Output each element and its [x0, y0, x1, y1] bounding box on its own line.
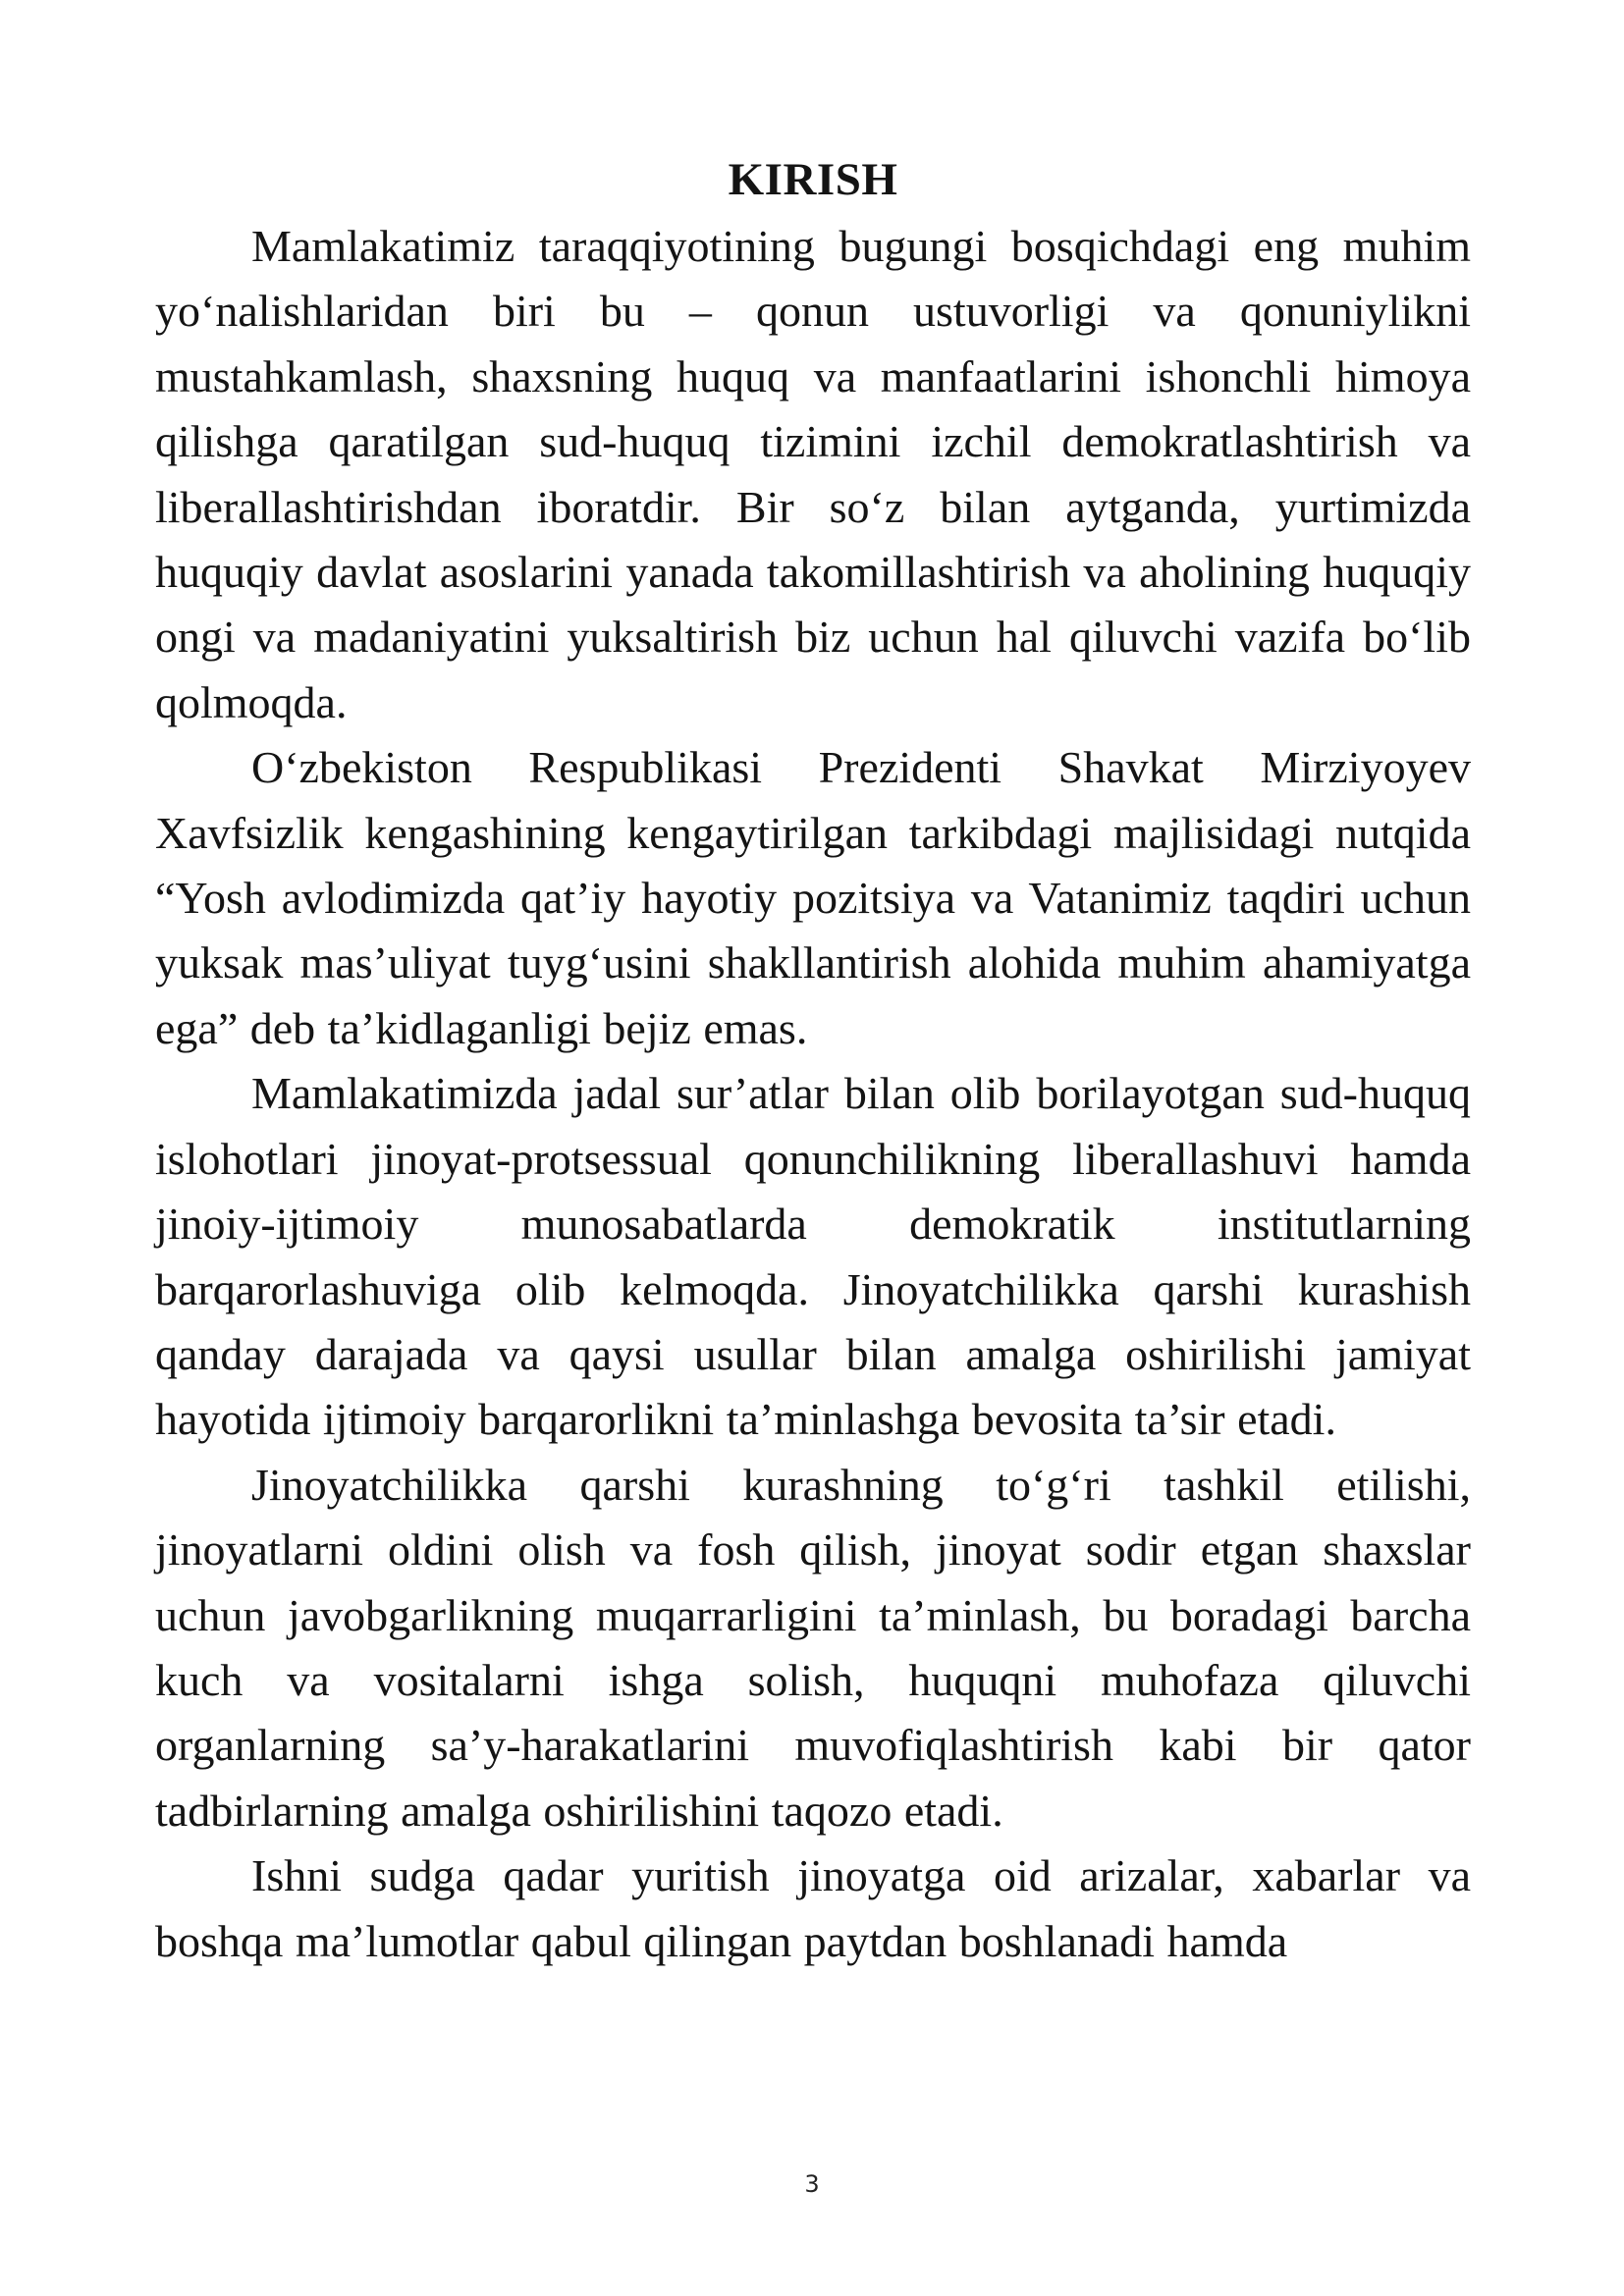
section-title: KIRISH [728, 154, 898, 205]
paragraph-3: Mamlakatimizda jadal sur’atlar bilan olib borilayotgan sud-huquq islohotlari jinoyat-protsessual qonunchilikning liberallashuvi hamda jinoiy-ijtimoiy munosabatlarda demokratik institutlarning barqarorlashuviga olib kelmoqda. Jinoyatchilikka qarshi kurashish qanday darajada va qaysi usullar bilan amalga oshirilishi jamiyat hayotida ijtimoiy barqarorlikni ta’minlashga bevosita ta’sir etadi. [155, 1068, 1471, 1445]
paragraph-5: Ishni sudga qadar yuritish jinoyatga oid arizalar, xabarlar va boshqa ma’lumotlar qabul qilingan paytdan boshlanadi hamda [155, 1850, 1471, 1966]
paragraph-4: Jinoyatchilikka qarshi kurashning to‘g‘ri tashkil etilishi, jinoyatlarni oldini olish va fosh qilish, jinoyat sodir etgan shaxslar uchun javobgarlikning muqarrarligini ta’minlash, bu boradagi barcha kuch va vositalarni ishga solish, huquqni muhofaza qiluvchi organlarning sa’y-harakatlarini muvofiqlashtirish kabi bir qator tadbirlarning amalga oshirilishini taqozo etadi. [155, 1459, 1471, 1836]
paragraph-1: Mamlakatimiz taraqqiyotining bugungi bosqichdagi eng muhim yo‘nalishlaridan biri bu – qonun ustuvorligi va qonuniylikni mustahkamlash, shaxsning huquq va manfaatlarini ishonchli himoya qilishga qaratilgan sud-huquq tizimini izchil demokratlashtirish va liberallashtirishdan iboratdir. Bir so‘z bilan aytganda, yurtimizda huquqiy davlat asoslarini yanada takomillashtirish va aholining huquqiy ongi va madaniyatini yuksaltirish biz uchun hal qiluvchi vazifa bo‘lib qolmoqda. [155, 221, 1471, 727]
body-text [155, 214, 1471, 1974]
page-number: 3 [804, 2170, 820, 2198]
page-content [155, 147, 1471, 1974]
paragraph-2: O‘zbekiston Respublikasi Prezidenti Shavkat Mirziyoyev Xavfsizlik kengashining kengaytirilgan tarkibdagi majlisidagi nutqida “Yosh avlodimizda qat’iy hayotiy pozitsiya va Vatanimiz taqdiri uchun yuksak mas’uliyat tuyg‘usini shakllantirish alohida muhim ahamiyatga ega” deb ta’kidlaganligi bejiz emas. [155, 742, 1471, 1053]
